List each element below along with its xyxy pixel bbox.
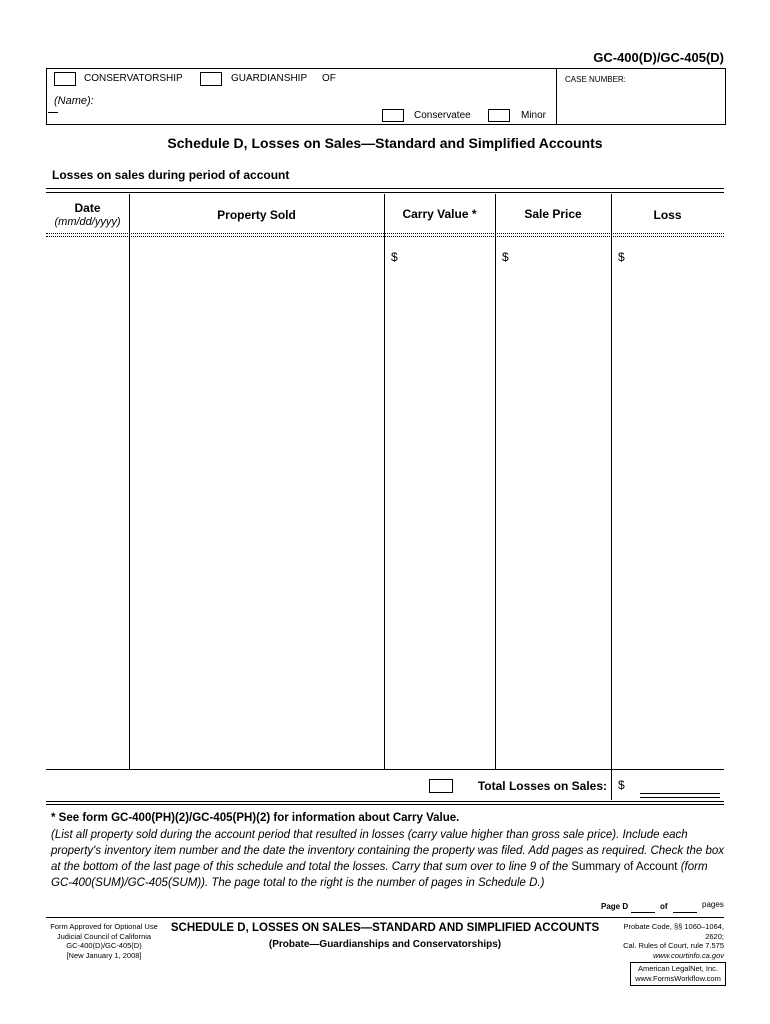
footer-approval-line-1: Form Approved for Optional Use bbox=[50, 922, 158, 931]
table-top-rule bbox=[46, 188, 724, 189]
instructions-line-3c: (form bbox=[680, 861, 708, 873]
page-title: Schedule D, Losses on Sales—Standard and Simplified Accounts bbox=[167, 135, 603, 151]
carry-value-note: * See form GC-400(PH)(2)/GC-405(PH)(2) for information about Carry Value. bbox=[51, 812, 460, 824]
pages-label: pages bbox=[702, 900, 724, 909]
total-underline-2 bbox=[640, 797, 720, 798]
instructions-line-2: property's inventory item number and the date the inventory containing the property was filed. Add pages as required. Check the box bbox=[51, 845, 724, 857]
header-date-format: (mm/dd/yyyy) bbox=[54, 216, 121, 228]
total-dollar: $ bbox=[618, 778, 625, 792]
table-bottom-rule bbox=[46, 769, 724, 770]
date-column-field[interactable] bbox=[46, 240, 129, 768]
guardianship-checkbox[interactable] bbox=[200, 72, 222, 86]
instructions-line-1: (List all property sold during the account period that resulted in losses (carry value higher than gross sale price). Include each bbox=[51, 829, 688, 841]
col-divider-sale bbox=[611, 194, 612, 770]
carry-value-dollar: $ bbox=[391, 250, 398, 264]
total-bottom-rule bbox=[46, 801, 724, 802]
case-number-field[interactable] bbox=[565, 88, 717, 118]
footer-approval-line-4: [New January 1, 2008] bbox=[66, 950, 142, 960]
conservatorship-label: CONSERVATORSHIP bbox=[84, 73, 183, 84]
footer-rule bbox=[46, 917, 724, 918]
courtinfo-link[interactable]: www.courtinfo.ca.gov bbox=[653, 950, 724, 960]
carry-value-field[interactable] bbox=[400, 240, 494, 768]
legalnet-line-1: American LegalNet, Inc. bbox=[637, 964, 719, 973]
property-sold-field[interactable] bbox=[130, 240, 384, 768]
col-divider-property bbox=[384, 194, 385, 770]
form-id: GC-400(D)/GC-405(D) bbox=[593, 50, 724, 65]
header-carry-value: Carry Value * bbox=[402, 207, 477, 221]
section-heading: Losses on sales during period of account bbox=[52, 168, 290, 182]
total-checkbox[interactable] bbox=[429, 779, 453, 793]
instructions-line-4: GC-400(SUM)/GC-405(SUM)). The page total to the right is the number of pages in Schedule D.) bbox=[51, 877, 545, 889]
header-property-sold: Property Sold bbox=[217, 208, 296, 222]
conservatorship-checkbox[interactable] bbox=[54, 72, 76, 86]
loss-field[interactable] bbox=[628, 240, 723, 768]
footer-citation-line-3: Cal. Rules of Court, rule 7.575 bbox=[623, 941, 724, 950]
page-label: Page D bbox=[601, 902, 629, 911]
total-divider bbox=[611, 770, 612, 800]
conservatee-checkbox[interactable] bbox=[382, 109, 404, 122]
footer-subtitle: (Probate—Guardianships and Conservatorships) bbox=[268, 939, 502, 950]
footer-citation-line-1: Probate Code, §§ 1060–1064, bbox=[623, 922, 724, 931]
sale-price-field[interactable] bbox=[512, 240, 610, 768]
total-label: Total Losses on Sales: bbox=[477, 779, 607, 793]
footer-title: SCHEDULE D, LOSSES ON SALES—STANDARD AND SIMPLIFIED ACCOUNTS bbox=[170, 922, 600, 934]
table-header-rule bbox=[46, 233, 724, 234]
of-pages-label: of bbox=[660, 902, 668, 911]
total-field[interactable] bbox=[632, 778, 720, 792]
legalnet-link[interactable]: www.FormsWorkflow.com bbox=[635, 973, 721, 983]
footer-citations bbox=[590, 922, 724, 960]
table-top-rule-2 bbox=[46, 192, 724, 193]
footer-approval bbox=[46, 922, 162, 960]
table-header-rule-2 bbox=[46, 236, 724, 237]
legalnet-text bbox=[630, 964, 726, 983]
total-pages-field[interactable] bbox=[673, 912, 697, 913]
header-sale-price: Sale Price bbox=[524, 207, 582, 221]
case-number-label: CASE NUMBER: bbox=[565, 75, 626, 84]
name-field[interactable] bbox=[48, 112, 58, 113]
header-date: Date bbox=[74, 201, 101, 215]
of-label: OF bbox=[322, 73, 336, 84]
footer-approval-line-2: Judicial Council of California bbox=[56, 931, 152, 941]
caption-divider bbox=[556, 68, 557, 124]
total-underline bbox=[640, 793, 720, 794]
col-divider-carry bbox=[495, 194, 496, 770]
conservatee-label: Conservatee bbox=[414, 110, 471, 121]
page-number-field[interactable] bbox=[631, 912, 655, 913]
summary-of-account-ref: Summary of Account bbox=[571, 861, 678, 873]
total-bottom-rule-2 bbox=[46, 804, 724, 805]
footer-citation-line-2: 2620; bbox=[705, 931, 724, 941]
guardianship-label: GUARDIANSHIP bbox=[231, 73, 308, 84]
loss-dollar: $ bbox=[618, 250, 625, 264]
header-loss: Loss bbox=[653, 208, 682, 222]
instructions-line-3a: at the bottom of the last page of this schedule and total the losses. Carry that sum over to line 9 of the bbox=[51, 861, 569, 873]
sale-price-dollar: $ bbox=[502, 250, 509, 264]
name-label: (Name): bbox=[54, 95, 94, 107]
instructions-line-3 bbox=[51, 861, 731, 873]
minor-label: Minor bbox=[521, 110, 547, 121]
minor-checkbox[interactable] bbox=[488, 109, 510, 122]
footer-approval-line-3: GC-400(D)/GC-405(D) bbox=[66, 941, 142, 950]
